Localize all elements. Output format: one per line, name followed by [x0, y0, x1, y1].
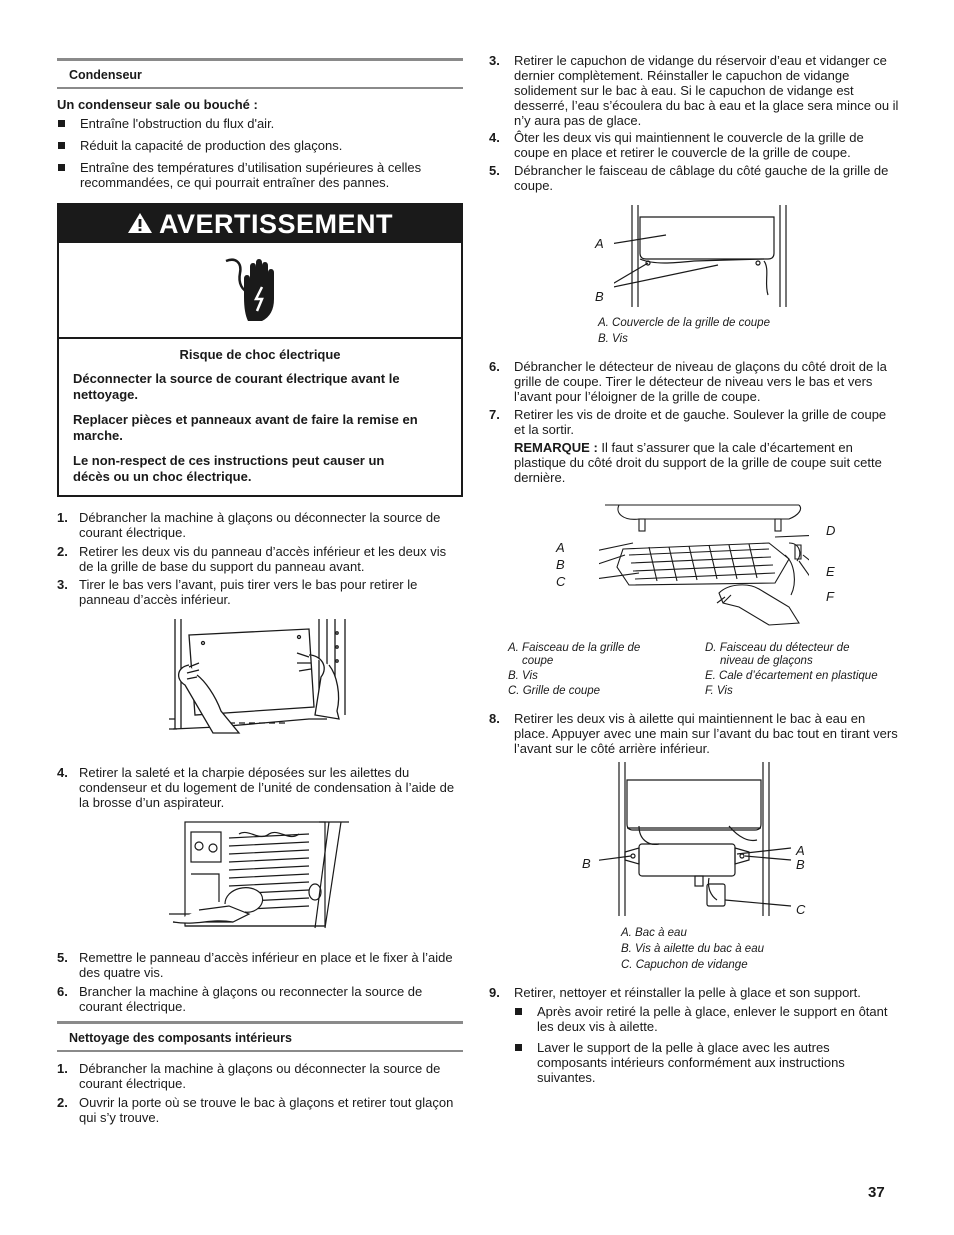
fig2-caption-c: C. Grille de coupe: [508, 685, 601, 697]
step-item: 4. Ôter les deux vis qui maintiennent le couvercle de la grille de coupe en place et retirer le couvercle de la grille de coupe.: [489, 130, 864, 160]
step-item: 1. Débrancher la machine à glaçons ou déconnecter la source de courant électrique.: [57, 1061, 441, 1091]
list-item: Entraîne des températures d’utilisation supérieures à celles recommandées, ce qui pourrait entraîner des pannes.: [57, 160, 463, 190]
step-item: 6. Brancher la machine à glaçons ou reconnecter la source de courant électrique.: [57, 984, 423, 1014]
step-item: 2. Ouvrir la porte où se trouve le bac à glaçons et retirer tout glaçon qui s’y trouve.: [57, 1095, 454, 1125]
section-heading-interior: Nettoyage des composants intérieurs: [57, 1021, 463, 1052]
cutter-grid-cover-illustration: [614, 203, 794, 309]
page-number: 37: [868, 1184, 885, 1201]
warning-risk: Risque de choc électrique: [179, 347, 341, 362]
step-item: 1. Débrancher la machine à glaçons ou déconnecter la source de courant électrique.: [57, 510, 441, 540]
cutter-grid-removal-illustration: [599, 503, 809, 633]
warning-box: [57, 203, 463, 497]
fig3-label-a: A: [796, 843, 805, 858]
fig3-label-b-right: B: [796, 857, 805, 872]
fig2-caption-a: A. Faisceau de la grille de: [508, 642, 641, 654]
list-item: Laver le support de la pelle à glace avec les autres composants intérieurs conformément aux instructions suivantes.: [514, 1040, 899, 1085]
step-item: 9. Retirer, nettoyer et réinstaller la pelle à glace et son support.: [489, 985, 861, 1000]
fig2-caption-d: D. Faisceau du détecteur de: [705, 642, 850, 654]
note-text: Il faut s’assurer que la cale d’écartement en plastique du côté droit du support de la grille de coupe suit cette dernière.: [514, 440, 882, 485]
warning-line: Déconnecter la source de courant électrique avant le nettoyage.: [73, 371, 400, 402]
fig3-caption-b: B. Vis à ailette du bac à eau: [621, 943, 764, 955]
warning-triangle-icon: [127, 212, 153, 234]
bullet-square-icon: [58, 142, 65, 149]
bullet-square-icon: [515, 1008, 522, 1015]
fig2-caption-b: B. Vis: [508, 670, 538, 682]
fig1-caption-b: B. Vis: [598, 333, 628, 345]
fig1-label-a: A: [595, 236, 604, 251]
fig2-caption-a2: coupe: [522, 655, 554, 667]
fig1-caption-a: A. Couvercle de la grille de coupe: [598, 317, 770, 329]
step-item: 2. Retirer les deux vis du panneau d’accès inférieur et les deux vis de la grille de base du support du panneau avant.: [57, 544, 447, 574]
bullet-square-icon: [58, 164, 65, 171]
step-item: 8. Retirer les deux vis à ailette qui maintiennent le bac à eau en place. Appuyer avec une main sur l’avant du bac tout en tirant vers l’avant sur le côté arrière inférieur.: [489, 711, 898, 756]
fig2-label-b: B: [556, 557, 565, 572]
fig2-caption-e: E. Cale d’écartement en plastique: [705, 670, 878, 682]
bullet-square-icon: [515, 1044, 522, 1051]
list-item: Entraîne l'obstruction du flux d'air.: [57, 116, 463, 131]
water-trough-illustration: [599, 760, 799, 920]
step-item: 5. Débrancher le faisceau de câblage du côté gauche de la grille de coupe.: [489, 163, 889, 193]
bullet-square-icon: [58, 120, 65, 127]
step-item: 6. Débrancher le détecteur de niveau de glaçons du côté droit de la grille de coupe. Tirer le détecteur de niveau vers le bas et vers l’avant pour l’éloigner de la grille de coupe.: [489, 359, 887, 404]
step-item: 5. Remettre le panneau d’accès inférieur en place et le fixer à l’aide des quatre vis.: [57, 950, 453, 980]
list-item: Réduit la capacité de production des glaçons.: [57, 138, 463, 153]
fig2-caption-d2: niveau de glaçons: [720, 655, 813, 667]
fig2-label-f: F: [826, 589, 834, 604]
fig2-label-d: D: [826, 523, 836, 538]
warning-line: Replacer pièces et panneaux avant de faire la remise en marche.: [73, 412, 418, 443]
warning-line: Le non-respect de ces instructions peut causer un décès ou un choc électrique.: [73, 453, 385, 484]
warning-title: AVERTISSEMENT: [158, 209, 394, 239]
fig2-label-e: E: [826, 564, 835, 579]
fig3-caption-c: C. Capuchon de vidange: [621, 959, 748, 971]
condenser-cleaning-illustration: [169, 818, 353, 938]
step-item: 7. Retirer les vis de droite et de gauche. Soulever la grille de coupe et la sortir.: [489, 407, 887, 437]
step-item: 3. Tirer le bas vers l’avant, puis tirer vers le bas pour retirer le panneau d’accès inférieur.: [57, 577, 418, 607]
warning-title-bar: [59, 205, 461, 243]
dirty-condenser-title: Un condenseur sale ou bouché :: [57, 97, 258, 112]
fig2-label-c: C: [556, 574, 566, 589]
electric-shock-hand-icon: [222, 253, 284, 325]
note-label: REMARQUE :: [514, 440, 598, 455]
warning-icon-area: [59, 243, 461, 339]
fig3-label-c: C: [796, 902, 806, 917]
list-item: Après avoir retiré la pelle à glace, enlever le support en ôtant les deux vis à ailette.: [514, 1004, 899, 1034]
fig1-label-b: B: [595, 289, 604, 304]
fig2-caption-f: F. Vis: [705, 685, 733, 697]
fig3-label-b-left: B: [582, 856, 591, 871]
fig3-caption-a: A. Bac à eau: [621, 927, 687, 939]
note: [514, 440, 899, 485]
step-item: 4. Retirer la saleté et la charpie déposées sur les ailettes du condenseur et du logement de l’unité de condensation à l’aide de la brosse d’un aspirateur.: [57, 765, 455, 810]
step-item: 3. Retirer le capuchon de vidange du réservoir d’eau et vidanger ce dernier complètement. Réinstaller le capuchon de vidange solidement sur le bac à eau. Si le capuchon de vidange est desserré, l’eau s’écoulera du bac à eau et la glace sera mince ou il n’y aura pas de glace.: [489, 53, 899, 128]
access-panel-illustration: [169, 615, 361, 743]
section-heading-condenseur: Condenseur: [57, 58, 463, 89]
fig2-label-a: A: [556, 540, 565, 555]
